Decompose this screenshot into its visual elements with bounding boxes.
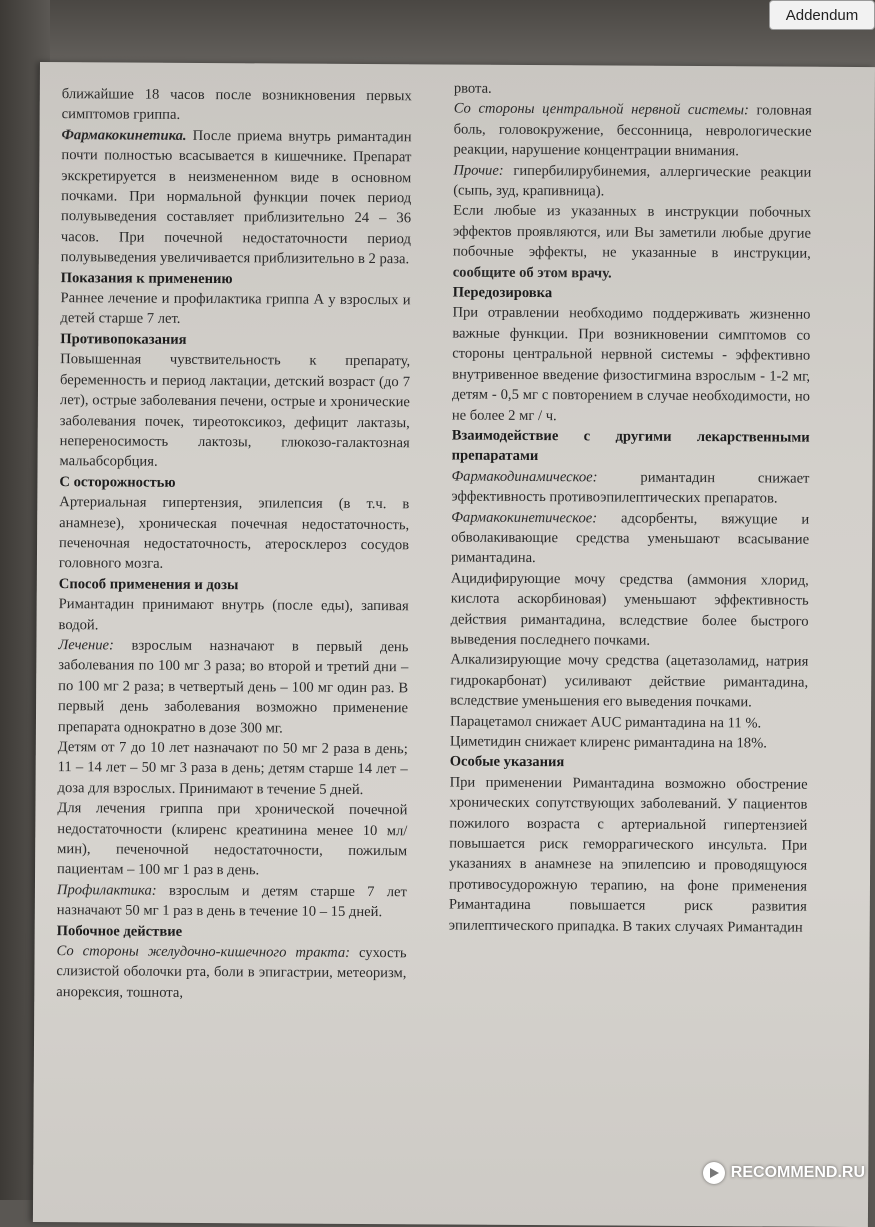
paragraph-cimetidine: Циметидин снижает клиренс римантадина на 18%. [449, 733, 767, 752]
recommend-logo-icon [703, 1162, 725, 1184]
paragraph-cns-effects [453, 99, 811, 162]
paragraph-dosage-intake: Римантадин принимают внутрь (после еды), запивая водой. [58, 596, 409, 633]
paragraph-overdose: При отравлении необходимо поддерживать жизненно важные функции. При возникновении симптомов со стороны центральной нервной системы - эффективно внутривенное введение физостигмина взрослым - 1-2 мг, детям - 0,5 мг с повторением в случае необходимости, но не более 2 мг / ч. [451, 304, 811, 424]
other-text: гипербилирубинемия, аллергические реакции (сыпь, зуд, крапивница). [453, 162, 812, 200]
gi-text: сухость слизистой оболочки рта, боли в эпигастрии, метеоризм, анорексия, тошнота, [56, 944, 407, 1001]
left-column [56, 84, 412, 1004]
paragraph-other-effects [453, 160, 811, 203]
gi-label: Со стороны желудочно-кишечного тракта: [56, 943, 351, 961]
cns-label: Со стороны центральной нервной системы: [453, 100, 749, 119]
prophylaxis-label: Профилактика: [56, 881, 157, 899]
paragraph-vomiting: рвота. [453, 80, 492, 97]
prophylaxis-text: взрослым и детям старше 7 лет назначают 50 мг 1 раз в день в течение 10 – 15 дней. [56, 882, 407, 921]
heading-interactions: Взаимодействие с другими лекарственными препаратами [451, 427, 810, 465]
paragraph-intro: ближайшие 18 часов после возникновения первых симптомов гриппа. [61, 86, 412, 124]
pharmacokinetic-text: адсорбенты, вяжущие и обволакивающие средства уменьшают всасывание римантадина. [450, 509, 810, 567]
paragraph-caution: Артериальная гипертензия, эпилепсия (в т.ч. в анамнезе), хроническая почечная недостаточность, печеночная недостаточность, атеросклероз сосудов головного мозга. [58, 494, 410, 573]
right-column [449, 79, 812, 938]
heading-indications: Показания к применению [60, 269, 233, 287]
cns-text: головная боль, головокружение, бессонница, неврологические реакции, нарушение концентрации внимания. [453, 102, 812, 160]
paragraph-children-dosage: Детям от 7 до 10 лет назначают по 50 мг 2 раза в день; 11 – 14 лет – 50 мг 3 раза в день; детям старше 14 лет – доза для взрослых. Принимают в течение 5 дней. [57, 739, 408, 798]
paragraph-indications: Раннее лечение и профилактика гриппа А у взрослых и детей старше 7 лет. [60, 290, 411, 328]
heading-overdose: Передозировка [452, 284, 553, 302]
paragraph-paracetamol: Парацетамол снижает AUC римантадина на 11 %. [449, 713, 762, 732]
heading-dosage: Способ применения и дозы [58, 575, 239, 593]
notify-bold: сообщите об этом врачу. [452, 264, 612, 282]
paragraph-acidifying: Ацидифирующие мочу средства (аммония хлорид, кислота аскорбиновая) уменьшают эффективность действия римантадина, вследствие более быстрого выведения последнего почками. [450, 570, 809, 649]
paragraph-treatment [58, 635, 409, 739]
paragraph-pharmacodynamic [451, 466, 809, 509]
pharmacodynamic-label: Фармакодинамическое: [451, 468, 598, 486]
heading-special-instructions: Особые указания [449, 753, 565, 771]
addendum-badge[interactable]: Addendum [769, 0, 875, 30]
treatment-label: Лечение: [58, 637, 114, 654]
paragraph-gi-effects [56, 941, 406, 1004]
paragraph-pharmacokinetic-interaction [451, 507, 809, 570]
treatment-text: взрослым назначают в первый день заболевания по 100 мг 3 раза; во второй и третий дни – по 100 мг 2 раза; в четвертый день – 100 мг один раз. В первый день заболевания возможно применение препарата однократно в дозе 300 мг. [57, 637, 409, 737]
paragraph-notify-doctor [453, 201, 811, 285]
leaflet-page [33, 62, 875, 1227]
paragraph-alkalizing: Алкализирующие мочу средства (ацетазоламид, натрия гидрокарбонат) усиливают действие римантадина, вследствие уменьшения его выведения почками. [450, 651, 809, 711]
watermark-text: RECOMMEND.RU [730, 1164, 865, 1181]
paragraph-contraindications: Повышенная чувствительность к препарату, беременность и период лактации, детский возраст (до 7 лет), острые заболевания печени, острые и хронические заболевания почек, тиреотоксикоз, дефицит лактазы, непереносимость лактозы, глюкозо-галактозная мальабсорбция. [59, 351, 411, 471]
notify-text: Если любые из указанных в инструкции побочных эффектов проявляются, или Вы заметили любые другие побочные эффекты, не указанные в инструкции, [452, 202, 812, 262]
other-label: Прочие: [453, 162, 504, 179]
pharmacokinetics-text: После приема внутрь римантадин почти полностью всасывается в кишечнике. Препарат экскретируется в неизмененном виде в основном почками. При нормальной функции почек период полувыведения составляет приблизительно 24 – 36 часов. При почечной недостаточности период полувыведения увеличивается приблизительно в 2 раза. [60, 127, 412, 268]
heading-side-effects: Побочное действие [56, 922, 183, 940]
heading-contraindications: Противопоказания [60, 331, 187, 348]
watermark [703, 1158, 865, 1188]
pharmacokinetic-label: Фармакокинетическое: [451, 509, 598, 526]
paragraph-special-instructions: При применении Римантадина возможно обострение хронических сопутствующих заболеваний. У пациентов пожилого возраста с артериальной гипертензией повышается риск геморрагического инсульта. При указаниях в анамнезе на эпилепсию и проводящуюся противосудорожную терапию, на фоне применения Римантадина повышается риск развития эпилептического припадка. В таких случаях Римантадин [448, 774, 808, 936]
heading-caution: С осторожностью [59, 473, 176, 491]
pharmacokinetics-label: Фармакокинетика. [61, 126, 187, 144]
paragraph-chronic-insufficiency: Для лечения гриппа при хронической почечной недостаточности (клиренс креатинина менее 10 мл/мин), печеночной недостаточности, пожилым пациентам – 100 мг 1 раз в день. [57, 800, 408, 879]
paragraph-pharmacokinetics [61, 125, 412, 270]
paragraph-prophylaxis [57, 880, 407, 923]
pharmacodynamic-text: римантадин снижает эффективность противоэпилептических препаратов. [451, 469, 810, 507]
